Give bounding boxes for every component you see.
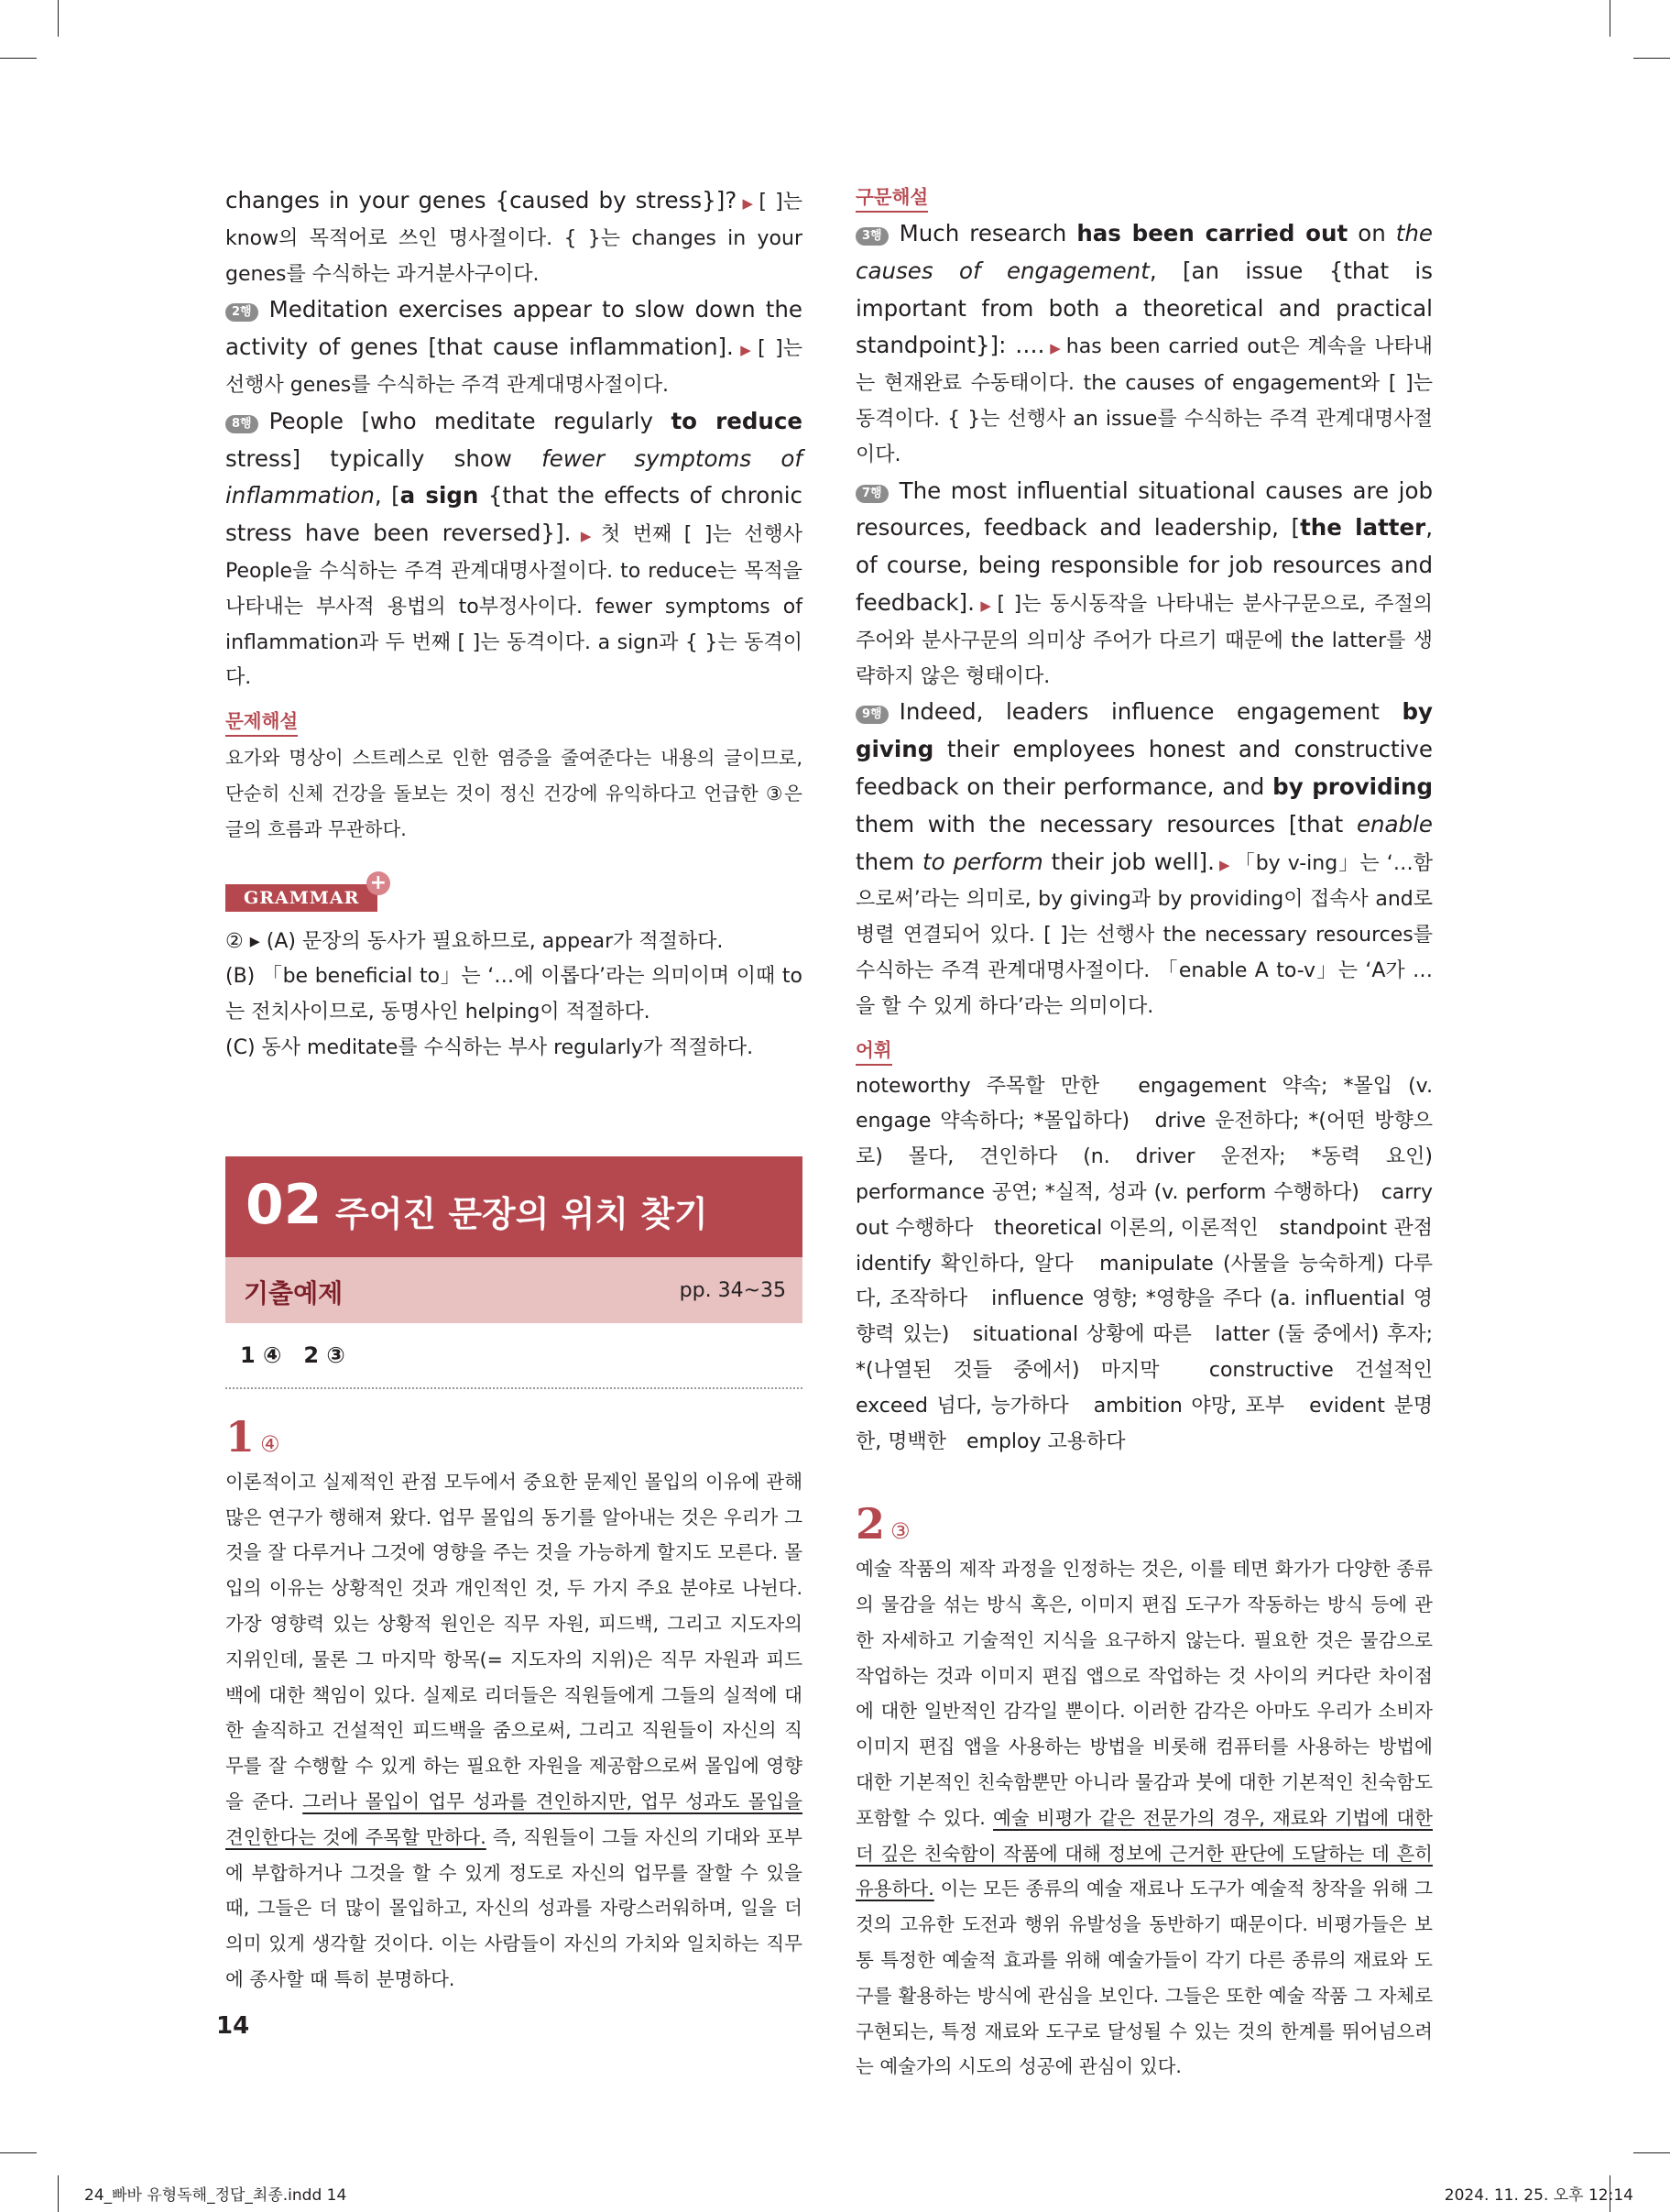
english-sentence: changes in your genes {caused by stress}]? xyxy=(225,187,737,214)
line-tag: 3행 xyxy=(856,227,889,246)
arrow-icon: ▶ xyxy=(977,597,994,614)
unit-header xyxy=(225,1156,802,1257)
question-1-heading xyxy=(225,1409,802,1464)
left-column xyxy=(225,183,802,1998)
arrow-icon: ▶ xyxy=(574,528,597,545)
text-run: their job well]. xyxy=(1051,848,1215,875)
text-run: , [ xyxy=(374,482,400,509)
korean-explanation: [ ]는 선행사 genes를 수식하는 주격 관계대명사절이다. xyxy=(225,337,802,397)
korean-explanation: [ ]는 know의 목적어로 쓰인 명사절이다. { }는 changes in your genes를 수식하는 과거분사구이다. xyxy=(225,191,802,286)
arrow-icon: ▶ xyxy=(1048,340,1063,357)
syntax-note-line2 xyxy=(225,292,802,403)
question-answer: ④ xyxy=(260,1430,280,1457)
korean-explanation: has been carried out은 계속을 나타내는 현재완료 수동태이다. the causes of engagement와 [ ]는 동격이다. { }는 선행사 an issue를 수식하는 주격 관계대명사절이다. xyxy=(856,335,1433,466)
korean-explanation: 첫 번째 [ ]는 선행사 People을 수식하는 주격 관계대명사절이다. to reduce는 목적을 나타내는 부사적 용법의 to부정사이다. fewer symptoms of inflammation과 두 번째 [ ]는 동격이다. a sign과 { }는 동격이다. xyxy=(225,523,802,690)
bold-phrase: a sign xyxy=(399,482,479,509)
text-run: their employees honest and constructive feedback on their performance, and xyxy=(856,736,1433,800)
grammar-c: (C) 동사 meditate를 수식하는 부사 regularly가 적절하다. xyxy=(225,1035,754,1059)
text-run: stress] typically show xyxy=(225,444,512,472)
grammar-b: (B) 「be beneficial to」는 ‘…에 이롭다’라는 의미이며 이때 to는 전치사이므로, 동명사인 helping이 적절하다. xyxy=(225,965,802,1024)
text-run: 이는 모든 종류의 예술 재료나 도구가 예술적 창작을 위해 그것의 고유한 도전과 행위 유발성을 동반하기 때문이다. 비평가들은 보통 특정한 예술적 효과를 위해 예술가들이 각기 다른 종류의 재료와 도구를 활용하는 방식에 관심을 보인다. 그들은 또한 예술 작품 그 자체로 구현되는, 특정 재료와 도구로 달성될 수 있는 것의 한계를 뛰어넘으려는 예술가의 시도의 성공에 관심이 있다. xyxy=(856,1878,1433,2078)
underlined-sentence: 그러나 몰입이 업무 성과를 견인하지만, 업무 성과도 몰입을 견인한다는 것에 주목할 만하다. xyxy=(225,1790,802,1848)
vocabulary-heading: 어휘 xyxy=(856,1036,892,1066)
vocabulary-list: noteworthy 주목할 만한 engagement 약속; *몰입 (v. engage 약속하다; *몰입하다) drive 운전하다; *(어떤 방향으로) 몰다, 견인하다 (n. driver 운전자; *동력 요인) performance 공연; *실적, 성과 (v. perform 수행하다) carry out 수행하다 theoretical 이론의, 이론적인 standpoint 관점 identify 확인하다, 알다 manipulate (사물을 능숙하게) 다루다, 조작하다 influence 영향; *영향을 주다 (a. influential 영향력 있는) situational 상황에 따른 latter (둘 중에서) 후자; *(나열된 것들 중에서) 마지막 constructive 건설적인 exceed 넘다, 능가하다 ambition 야망, 포부 evident 분명한, 명백한 employ 고용하다 xyxy=(856,1074,1454,1453)
grammar-badge xyxy=(225,871,388,912)
korean-explanation: [ ]는 동시동작을 나타내는 분사구문으로, 주절의 주어와 분사구문의 의미상 주어가 다르기 때문에 the latter를 생략하지 않은 형태이다. xyxy=(856,592,1433,688)
syntax-note-line8 xyxy=(225,404,802,696)
problem-solution-text: 요가와 명상이 스트레스로 인한 염증을 줄여준다는 내용의 글이므로, 단순히 신체 건강을 돌보는 것이 정신 건강에 유익하다고 언급한 ③은 글의 흐름과 무관하다. xyxy=(225,747,802,840)
footer-filename: 24_빠바 유형독해_정답_최종.indd 14 xyxy=(84,2186,347,2205)
text-run: on xyxy=(1358,220,1386,246)
arrow-icon: ▶ xyxy=(740,195,756,212)
syntax-note-continued xyxy=(225,183,802,292)
crop-mark xyxy=(58,2175,59,2212)
text-run: , of course, being responsible for job resources and feedback]. xyxy=(856,514,1433,616)
line-tag: 7행 xyxy=(856,485,889,503)
bold-phrase: to reduce xyxy=(671,407,802,434)
question-2-translation xyxy=(856,1551,1433,2085)
text-run: them with the necessary resources [that xyxy=(856,810,1344,838)
question-number: 2 xyxy=(856,1499,886,1549)
arrow-icon: ▶ xyxy=(1217,856,1231,873)
text-run: 이론적이고 실제적인 관점 모두에서 중요한 문제인 몰입의 이유에 관해 많은 연구가 행해져 왔다. 업무 몰입의 동기를 알아내는 것은 우리가 그것을 잘 다루거나 그것에 영향을 주는 것을 가능하게 할지도 모른다. 몰입의 이유는 상황적인 것과 개인적인 것, 두 가지 주요 분야로 나뉜다. 가장 영향력 있는 상황적 원인은 직무 자원, 피드백, 그리고 지도자의 지위인데, 물론 그 마지막 항목(= 지도자의 지위)은 직무 자원과 피드백에 대한 책임이 있다. 실제로 리더들은 직원들에게 그들의 실적에 대한 솔직하고 건설적인 피드백을 줌으로써, 그리고 직원들이 자신의 직무를 잘 수행할 수 있게 하는 필요한 자원을 제공함으로써 몰입에 영향을 준다. xyxy=(225,1470,802,1812)
crop-mark xyxy=(1633,58,1670,59)
italic-phrase: fewer symptoms of inflammation xyxy=(225,444,802,509)
text-run: People [who meditate regularly xyxy=(268,407,653,434)
problem-solution-heading: 문제해설 xyxy=(225,707,298,737)
question-2-heading xyxy=(856,1496,1433,1551)
english-sentence xyxy=(856,698,1433,874)
text-run: Much research xyxy=(899,220,1067,246)
crop-mark xyxy=(58,0,59,37)
line-tag: 2행 xyxy=(225,303,258,322)
bold-phrase: has been carried out xyxy=(1076,220,1348,246)
crop-mark xyxy=(0,2152,37,2153)
text-run: The most influential situational causes are job resources, feedback and leadership, [ xyxy=(856,476,1433,542)
syntax-note-line3 xyxy=(856,216,1433,474)
bold-phrase: the latter xyxy=(1300,514,1426,542)
line-tag: 8행 xyxy=(225,415,258,433)
bold-phrase: by providing xyxy=(1272,772,1433,800)
unit-subheader xyxy=(225,1257,802,1323)
english-sentence: Meditation exercises appear to slow down the activity of genes [that cause inflammation]. xyxy=(225,296,802,361)
grammar-a: ② ▸ (A) 문장의 동사가 필요하므로, appear가 적절하다. xyxy=(225,929,724,953)
line-tag: 9행 xyxy=(856,706,889,724)
page-number: 14 xyxy=(216,2012,250,2040)
grammar-label: GRAMMAR xyxy=(244,887,360,908)
syntax-note-line7 xyxy=(856,474,1433,695)
korean-explanation: 「by v-ing」는 ‘…함으로써’라는 의미로, by giving과 by providing이 접속사 and로 병렬 연결되어 있다. [ ]는 선행사 the necessary resources를 수식하는 주격 관계대명사절이다. 「enable A to-v」는 ‘A가 …을 할 수 있게 하다’라는 의미이다. xyxy=(856,851,1433,1018)
syntax-note-line9 xyxy=(856,695,1433,1024)
text-run: , [an issue {that is important from both a theoretical and practical standpoint}]: …. xyxy=(856,257,1434,359)
unit-number: 02 xyxy=(246,1172,322,1237)
unit-title: 주어진 문장의 위치 찾기 xyxy=(335,1193,708,1234)
underlined-sentence: 예술 비평가 같은 전문가의 경우, 재료와 기법에 대한 더 깊은 친숙함이 작품에 대해 정보에 근거한 판단에 도달하는 데 흔히 유용하다. xyxy=(856,1806,1433,1900)
syntax-heading: 구문해설 xyxy=(856,183,928,213)
footer-timestamp: 2024. 11. 25. 오후 12:14 xyxy=(1444,2186,1633,2205)
italic-phrase: the causes of engagement xyxy=(856,220,1433,284)
text-run: Indeed, leaders influence engagement xyxy=(899,698,1380,726)
question-number: 1 xyxy=(225,1411,256,1462)
question-1-translation xyxy=(225,1464,802,1998)
text-run: 즉, 직원들이 그들 자신의 기대와 포부에 부합하거나 그것을 할 수 있게 정도로 자신의 업무를 잘할 수 있을 때, 그들은 더 많이 몰입하고, 자신의 성과를 자랑스러워하며, 일을 더 의미 있게 생각할 것이다. 이는 사람들이 자신의 가치와 일치하는 직무에 종사할 때 특히 분명하다. xyxy=(225,1825,802,1990)
italic-phrase: enable xyxy=(1356,810,1433,838)
bold-phrase: by giving xyxy=(856,698,1433,763)
crop-mark xyxy=(0,58,37,59)
right-column xyxy=(856,183,1454,2085)
text-run: {that the effects of chronic stress have been reversed}]. xyxy=(225,482,802,547)
past-exam-label: 기출예제 xyxy=(244,1277,344,1309)
arrow-icon: ▶ xyxy=(737,342,755,359)
crop-mark xyxy=(1633,2152,1670,2153)
italic-phrase: to perform xyxy=(922,848,1043,875)
page-range: pp. 34~35 xyxy=(679,1278,786,1302)
plus-icon: + xyxy=(366,871,390,895)
text-run: 예술 작품의 제작 과정을 인정하는 것은, 이를 테면 화가가 다양한 종류의 물감을 섞는 방식 혹은, 이미지 편집 도구가 작동하는 방식 등에 관한 자세하고 기술적인 지식을 요구하지 않는다. 필요한 것은 물감으로 작업하는 것과 이미지 편집 앱으로 작업하는 것 사이의 커다란 차이점에 대한 일반적인 감각일 뿐이다. 이러한 감각은 아마도 우리가 소비자 이미지 편집 앱을 사용하는 방법을 비롯해 컴퓨터를 사용하는 방법에 대한 기본적인 친숙함뿐만 아니라 물감과 붓에 대한 기본적인 친숙함도 포함할 수 있다. xyxy=(856,1558,1433,1829)
question-answer: ③ xyxy=(890,1518,911,1545)
text-run: them xyxy=(856,848,915,875)
answer-key: 1 ④ 2 ③ xyxy=(225,1323,802,1389)
